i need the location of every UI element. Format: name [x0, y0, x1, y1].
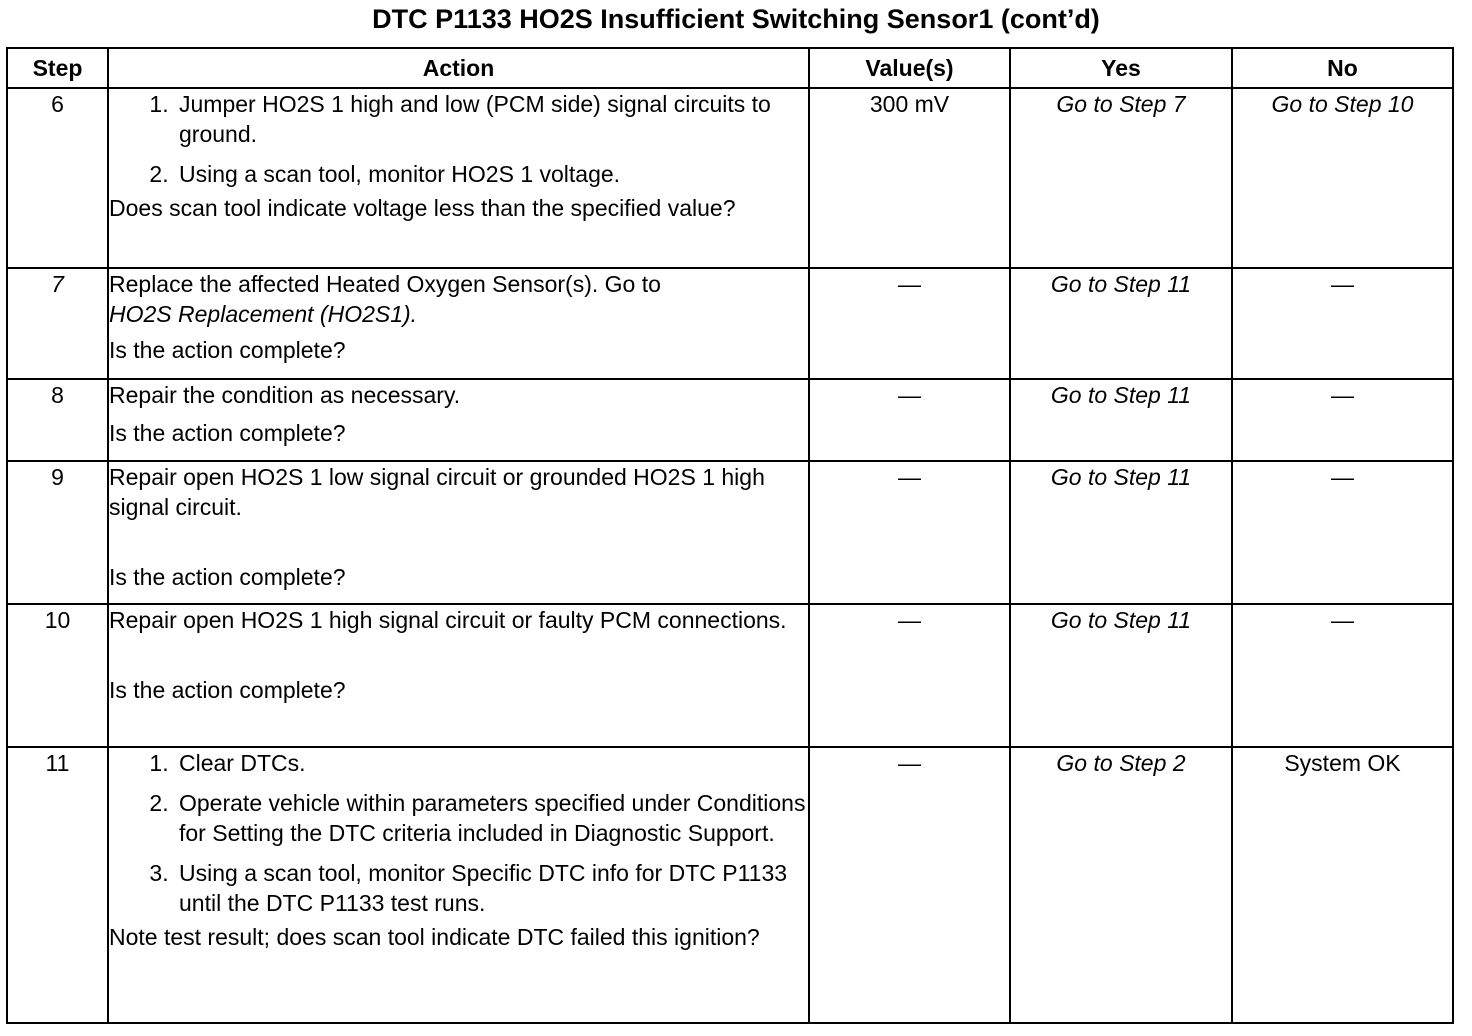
action-cell	[108, 461, 809, 604]
table-header-row	[7, 48, 1453, 88]
no-cell: —	[1232, 604, 1453, 747]
no-cell: —	[1232, 268, 1453, 379]
document-title: DTC P1133 HO2S Insufficient Switching Sensor1 (cont’d)	[372, 4, 1100, 34]
no-cell	[1232, 747, 1453, 1023]
yes-cell	[1010, 88, 1232, 268]
yes-result: Go to Step 7	[1056, 91, 1186, 117]
no-result: System OK	[1284, 750, 1401, 776]
yes-result: Go to Step 11	[1050, 607, 1192, 633]
table-row	[7, 379, 1453, 461]
action-cell	[108, 88, 809, 268]
table-row	[7, 461, 1453, 604]
no-cell: —	[1232, 379, 1453, 461]
action-step-item: 2. Operate vehicle within parameters specified under Conditions for Setting the DTC criteria included in Diagnostic Support.	[175, 788, 808, 848]
no-result: Go to Step 10	[1271, 91, 1414, 117]
step-number: 10	[7, 604, 108, 747]
value-cell: —	[809, 604, 1010, 747]
value-cell: —	[809, 747, 1010, 1023]
diagnostic-table	[6, 47, 1454, 1024]
action-question: Is the action complete?	[109, 564, 346, 590]
action-text: Replace the affected Heated Oxygen Sensor(s). Go to	[109, 271, 661, 297]
header-step: Step	[7, 48, 108, 88]
action-cell	[108, 747, 809, 1023]
action-step-item: 1. Jumper HO2S 1 high and low (PCM side) signal circuits to ground.	[175, 89, 808, 149]
table-row	[7, 604, 1453, 747]
yes-result: Go to Step 11	[1050, 382, 1192, 408]
step-number: 9	[7, 461, 108, 604]
value-cell: —	[809, 461, 1010, 604]
action-steps-list	[109, 89, 808, 189]
action-text: Repair open HO2S 1 high signal circuit or faulty PCM connections.	[109, 607, 787, 633]
action-question: Is the action complete?	[109, 337, 346, 363]
action-question: Is the action complete?	[109, 677, 346, 703]
yes-cell	[1010, 461, 1232, 604]
header-action: Action	[108, 48, 809, 88]
step-number: 7	[7, 268, 108, 379]
table-row	[7, 747, 1453, 1023]
action-step-item: 3. Using a scan tool, monitor Specific DTC info for DTC P1133 until the DTC P1133 test runs.	[175, 858, 808, 918]
table-row	[7, 88, 1453, 268]
action-question: Is the action complete?	[109, 420, 346, 446]
action-question: Does scan tool indicate voltage less than the specified value?	[109, 195, 736, 221]
action-cell	[108, 379, 809, 461]
step-number: 8	[7, 379, 108, 461]
value-cell: 300 mV	[809, 88, 1010, 268]
yes-result: Go to Step 11	[1050, 271, 1192, 297]
yes-cell	[1010, 747, 1232, 1023]
action-text: Repair open HO2S 1 low signal circuit or grounded HO2S 1 high signal circuit.	[109, 464, 765, 520]
header-no: No	[1232, 48, 1453, 88]
step-number: 11	[7, 747, 108, 1023]
value-cell: —	[809, 268, 1010, 379]
header-value: Value(s)	[809, 48, 1010, 88]
header-yes: Yes	[1010, 48, 1232, 88]
yes-cell	[1010, 604, 1232, 747]
action-text: Repair the condition as necessary.	[109, 382, 461, 408]
yes-cell	[1010, 268, 1232, 379]
action-step-item: 1. Clear DTCs.	[175, 748, 808, 778]
action-question: Note test result; does scan tool indicate DTC failed this ignition?	[109, 924, 760, 950]
value-cell: —	[809, 379, 1010, 461]
action-steps-list	[109, 748, 808, 918]
table-row	[7, 268, 1453, 379]
action-cell	[108, 604, 809, 747]
action-reference: HO2S Replacement (HO2S1).	[109, 301, 418, 327]
yes-result: Go to Step 2	[1056, 750, 1186, 776]
no-cell: —	[1232, 461, 1453, 604]
yes-cell	[1010, 379, 1232, 461]
action-cell	[108, 268, 809, 379]
action-step-item: 2. Using a scan tool, monitor HO2S 1 voltage.	[175, 159, 808, 189]
no-cell	[1232, 88, 1453, 268]
yes-result: Go to Step 11	[1050, 464, 1192, 490]
step-number: 6	[7, 88, 108, 268]
